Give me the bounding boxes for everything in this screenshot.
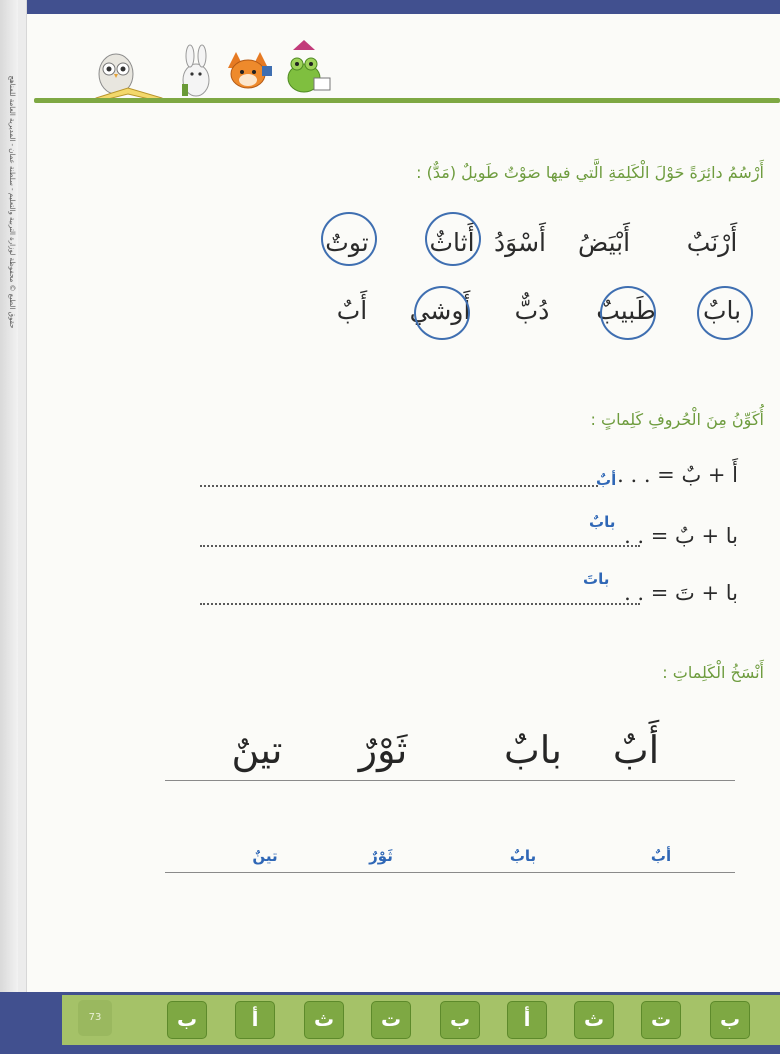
word-ab: أَبٌ — [336, 296, 368, 325]
word-arnab: أَرْنَبٌ — [686, 228, 738, 257]
word-tut: توتٌ — [325, 228, 369, 257]
page-number: 73 — [78, 1000, 112, 1036]
answer-line-2[interactable] — [200, 542, 640, 547]
fox-icon — [228, 52, 272, 88]
answer-circle-bab[interactable] — [697, 286, 753, 340]
copy-answer-tin: تينٌ — [252, 847, 278, 865]
copyright-note: حقوق الطبع © محفوظة لوزارة التربية والتعليم - سلطنة عمان - المديرية العامة للمناهج — [8, 75, 16, 329]
letter-tile-6: ت — [371, 1001, 411, 1039]
header-divider — [34, 98, 780, 103]
top-border — [0, 0, 780, 14]
letter-tile-2: ت — [641, 1001, 681, 1039]
equation-2: با + بٌ = . . — [624, 524, 738, 548]
word-dubb: دُبٌّ — [514, 296, 550, 325]
word-athath: أَثاثٌ — [429, 228, 475, 257]
answer-line-3[interactable] — [200, 600, 640, 605]
copy-answer-bab: بابٌ — [509, 847, 537, 865]
letter-tile-8: أ — [235, 1001, 275, 1039]
letter-tile-5: ب — [440, 1001, 480, 1039]
word-abyad: أَبْيَضُ — [577, 228, 631, 257]
exercise-1-title: أَرْسُمُ دائِرَةً حَوْلَ الْكَلِمَةِ الَّتي فيها صَوْتٌ طَويلٌ (مَدٌّ) : — [416, 163, 764, 182]
copy-baseline[interactable] — [165, 872, 735, 873]
right-margin — [766, 14, 780, 992]
word-awshi: أَوشي — [409, 296, 471, 325]
equation-3: با + تَ = . . — [624, 581, 738, 605]
word-aswad: أَسْوَدُ — [494, 228, 546, 257]
answer-line-1[interactable] — [200, 482, 598, 487]
letter-tile-3: ث — [574, 1001, 614, 1039]
answer-3: باتَ — [583, 570, 610, 588]
equation-1: أَ + بٌ = . . . — [617, 463, 738, 487]
copy-answer-thawr: ثَوْرٌ — [369, 847, 393, 865]
answer-circle-athath[interactable] — [425, 212, 481, 266]
mascot-illustration — [88, 38, 338, 104]
letter-tile-7: ث — [304, 1001, 344, 1039]
exercise-3-title: أَنْسَخُ الْكَلِماتِ : — [662, 663, 764, 682]
copy-answer-ab: أبٌ — [650, 847, 672, 865]
answer-circle-tut[interactable] — [321, 212, 377, 266]
answer-2: بابٌ — [589, 513, 616, 531]
model-word-bab: بابٌ — [504, 728, 562, 772]
letter-tile-1: ب — [710, 1001, 750, 1039]
rabbit-icon — [182, 45, 209, 96]
model-baseline — [165, 780, 735, 781]
word-bab: بابٌ — [702, 296, 742, 325]
model-word-thawr: ثَوْرٌ — [358, 728, 408, 772]
answer-circle-tabib[interactable] — [600, 286, 656, 340]
exercise-2-title: أُكَوِّنُ مِنَ الْحُروفِ كَلِماتٍ : — [590, 410, 764, 429]
answer-1: أبٌ — [596, 471, 617, 489]
page-stack-edge — [18, 0, 27, 1054]
model-word-ab: أَبٌ — [612, 728, 660, 772]
word-tabib: طَبيبٌ — [596, 296, 656, 325]
letter-tile-4: أ — [507, 1001, 547, 1039]
answer-circle-awshi[interactable] — [414, 286, 470, 340]
frog-icon — [288, 40, 330, 92]
letter-tile-9: ب — [167, 1001, 207, 1039]
model-word-tin: تينٌ — [231, 728, 283, 772]
